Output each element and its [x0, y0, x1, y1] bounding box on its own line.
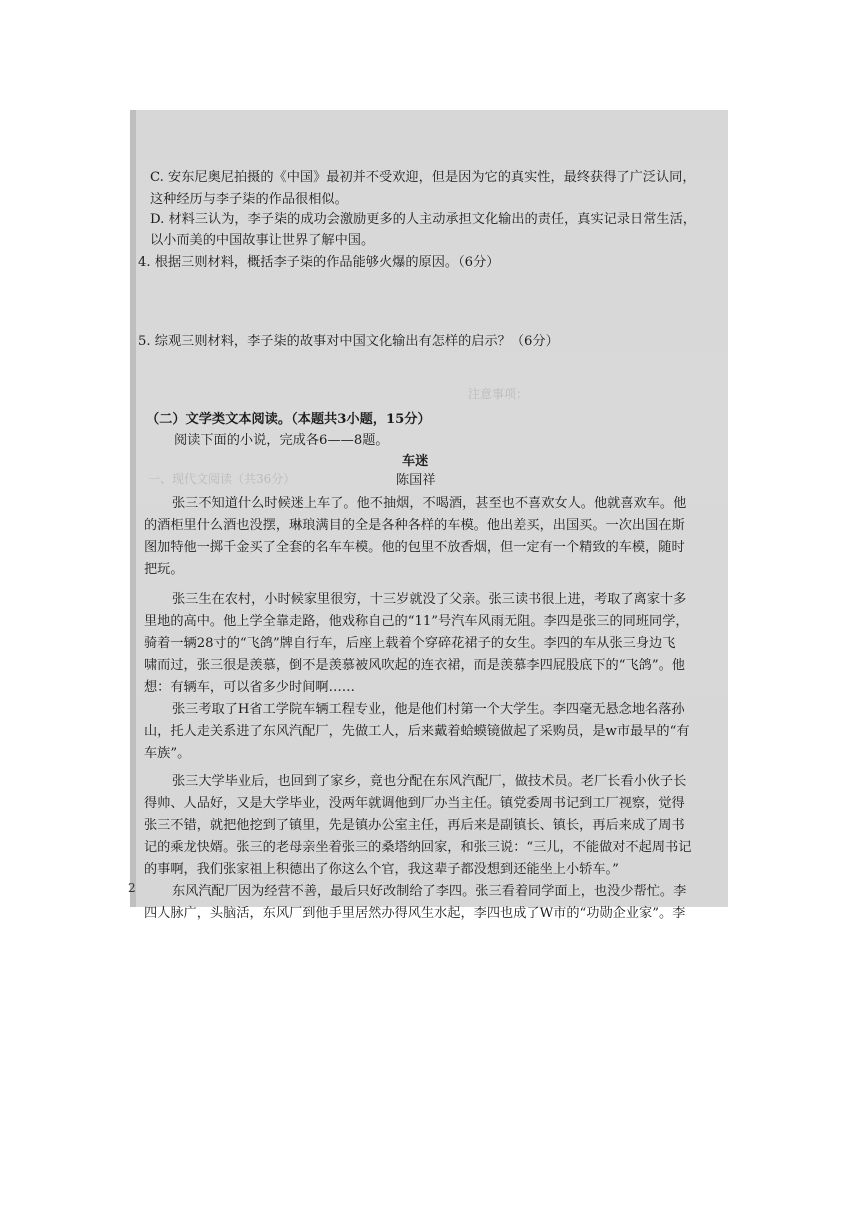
paragraph-line: 的事啊，我们张家祖上积德出了你这么个官，我这辈子都没想到还能坐上小轿车。”	[144, 862, 619, 877]
paragraph-line: 记的乘龙快婿。张三的老母亲坐着张三的桑塔纳回家，和张三说：“三儿，不能做对不起周书记	[144, 840, 692, 855]
scanned-page-photo	[128, 110, 728, 921]
story-title: 车迷	[402, 454, 429, 469]
paragraph-line: 啸而过，张三很是羡慕，倒不是羡慕被风吹起的连衣裙，而是羡慕李四屁股底下的“飞鸽”。他	[144, 658, 685, 673]
paragraph-line: 车族”。	[144, 746, 191, 761]
question-5: 5. 综观三则材料，李子柒的故事对中国文化输出有怎样的启示？（6分）	[138, 334, 559, 349]
section-instruction: 阅读下面的小说，完成各6——8题。	[174, 433, 389, 448]
paragraph-line: 四人脉广，头脑活，东风厂到他手里居然办得风生水起，李四也成了W市的“功勋企业家”。李	[144, 906, 686, 921]
paragraph-line: 东风汽配厂因为经营不善，最后只好改制给了李四。张三看着同学面上，也没少帮忙。李	[172, 884, 687, 899]
paragraph-line: 得帅、人品好，又是大学毕业，没两年就调他到厂办当主任。镇党委周书记到工厂视察，觉得	[144, 796, 685, 811]
bleed-through-text: 一、现代文阅读（共36分）	[148, 472, 296, 486]
section-heading: （二）文学类文本阅读。（本题共3小题，15分）	[146, 412, 431, 427]
paragraph-line: 里地的高中。他上学全靠走路，他戏称自己的“11”号汽车风雨无阻。李四是张三的同班同学，	[144, 614, 689, 629]
option-d-line1: D. 材料三认为，李子柒的成功会激励更多的人主动承担文化输出的责任，真实记录日常生活，	[150, 212, 696, 227]
paragraph-line: 的酒柜里什么酒也没摆，琳琅满目的全是各种各样的车模。他出差买，出国买。一次出国在斯	[144, 518, 685, 533]
paragraph-line: 张三生在农村，小时候家里很穷，十三岁就没了父亲。张三读书很上进，考取了离家十多	[172, 592, 687, 607]
option-d-line2: 以小而美的中国故事让世界了解中国。	[150, 233, 375, 248]
page-content	[138, 110, 713, 921]
paragraph-line: 图加特他一掷千金买了全套的名车车模。他的包里不放香烟，但一定有一个精致的车模，随时	[144, 540, 685, 555]
paragraph-line: 张三不错，就把他挖到了镇里，先是镇办公室主任，再后来是副镇长、镇长，再后来成了周书	[144, 818, 685, 833]
option-c-line2: 这种经历与李子柒的作品很相似。	[150, 192, 348, 207]
paper-edge	[130, 110, 136, 907]
paragraph-line: 张三不知道什么时候迷上车了。他不抽烟，不喝酒，甚至也不喜欢女人。他就喜欢车。他	[172, 496, 687, 511]
bleed-through-text: 注意事项：	[468, 387, 529, 401]
paragraph-line: 张三大学毕业后，也回到了家乡，竟也分配在东风汽配厂，做技术员。老厂长看小伙子长	[172, 774, 687, 789]
paragraph-line: 想：有辆车，可以省多少时间啊……	[144, 680, 355, 695]
question-4: 4. 根据三则材料，概括李子柒的作品能够火爆的原因。（6分）	[138, 255, 500, 270]
option-c-line1: C. 安东尼奥尼拍摄的《中国》最初并不受欢迎，但是因为它的真实性，最终获得了广泛认同，	[150, 170, 696, 185]
page-number: 2	[128, 881, 136, 895]
story-author: 陈国祥	[396, 473, 436, 488]
paragraph-line: 山，托人走关系进了东风汽配厂，先做工人，后来戴着蛤蟆镜做起了采购员，是w市最早的“有	[144, 724, 690, 739]
paragraph-line: 骑着一辆28寸的“飞鸽”牌自行车，后座上载着个穿碎花裙子的女生。李四的车从张三身边飞	[144, 636, 676, 651]
paragraph-line: 把玩。	[144, 562, 184, 577]
paragraph-line: 张三考取了H省工学院车辆工程专业，他是他们村第一个大学生。李四毫无悬念地名落孙	[172, 702, 685, 717]
